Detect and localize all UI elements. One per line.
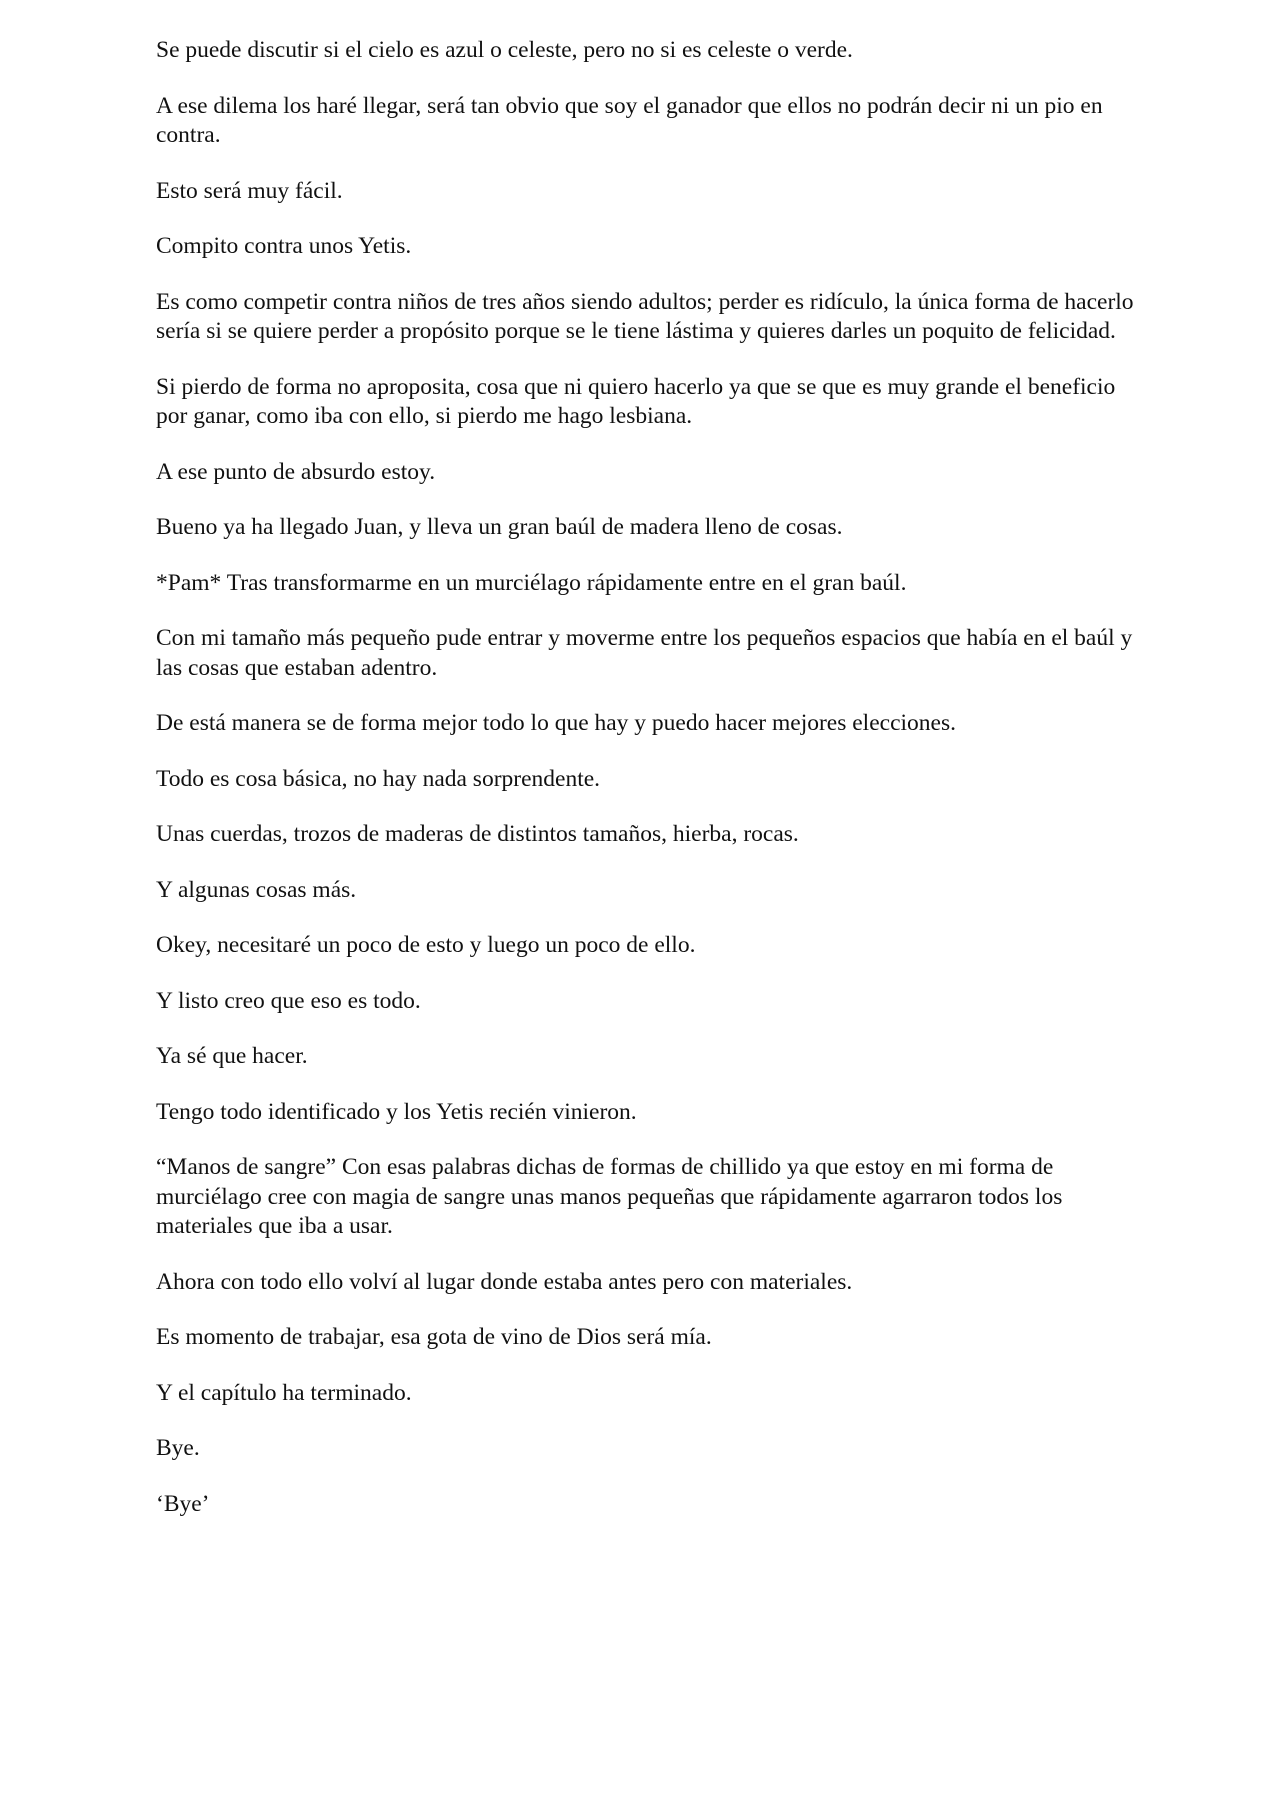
paragraph: Bye.: [156, 1435, 200, 1461]
paragraph: Y el capítulo ha terminado.: [156, 1379, 412, 1406]
paragraph: De está manera se de forma mejor todo lo que hay y puedo hacer mejores elecciones.: [156, 710, 956, 736]
paragraph: A ese punto de absurdo estoy.: [156, 458, 436, 485]
paragraph: A ese dilema los haré llegar, será tan obvio que soy el ganador que ellos no podrán decir ni un pio en contra.: [156, 92, 1103, 148]
paragraph: *Pam* Tras transformarme en un murciélago rápidamente entre en el gran baúl.: [156, 569, 907, 596]
paragraph: Tengo todo identificado y los Yetis recién vinieron.: [156, 1098, 637, 1125]
paragraph: Bueno ya ha llegado Juan, y lleva un gran baúl de madera lleno de cosas.: [156, 514, 843, 540]
paragraph: Es como competir contra niños de tres años siendo adultos; perder es ridículo, la única forma de hacerlo sería si se quiere perder a propósito porque se le tiene lástima y quieres darles un poquito de felicidad.: [156, 288, 1134, 344]
paragraph: Todo es cosa básica, no hay nada sorprendente.: [156, 765, 601, 792]
paragraph: Ahora con todo ello volví al lugar donde estaba antes pero con materiales.: [156, 1268, 853, 1295]
paragraph: Y listo creo que eso es todo.: [156, 987, 421, 1014]
paragraph: Si pierdo de forma no aproposita, cosa que ni quiero hacerlo ya que se que es muy grande el beneficio por ganar, como iba con ello, si pierdo me hago lesbiana.: [156, 373, 1116, 429]
paragraph: Unas cuerdas, trozos de maderas de distintos tamaños, hierba, rocas.: [156, 821, 799, 847]
paragraph: Con mi tamaño más pequeño pude entrar y moverme entre los pequeños espacios que había en el baúl y las cosas que estaban adentro.: [156, 625, 1133, 681]
text-body: [156, 36, 1136, 1545]
paragraph: Ya sé que hacer.: [156, 1043, 308, 1069]
paragraph: Y algunas cosas más.: [156, 876, 357, 903]
paragraph: Okey, necesitaré un poco de esto y luego un poco de ello.: [156, 932, 696, 958]
paragraph: ‘Bye’: [156, 1490, 210, 1517]
paragraph: Es momento de trabajar, esa gota de vino de Dios será mía.: [156, 1324, 712, 1350]
paragraph: Esto será muy fácil.: [156, 177, 343, 204]
paragraph: Se puede discutir si el cielo es azul o celeste, pero no si es celeste o verde.: [156, 37, 853, 63]
paragraph: Compito contra unos Yetis.: [156, 233, 412, 259]
paragraph: “Manos de sangre” Con esas palabras dichas de formas de chillido ya que estoy en mi forma de murciélago cree con magia de sangre unas manos pequeñas que rápidamente agarraron todos los materiales que iba a usar.: [156, 1154, 1063, 1239]
